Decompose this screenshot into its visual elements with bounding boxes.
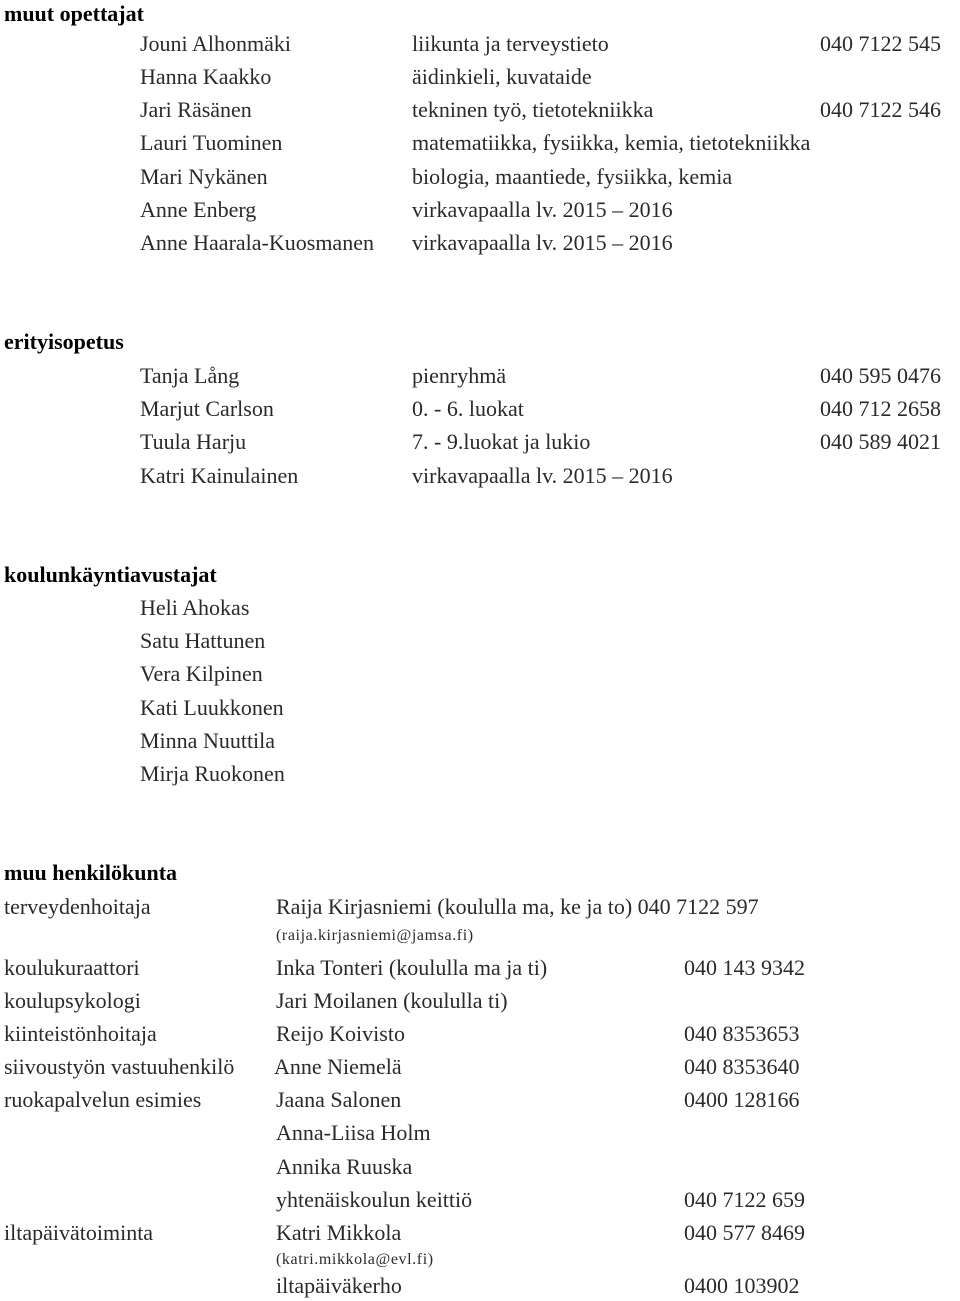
staff-phone: 040 143 9342: [684, 955, 805, 980]
special-ed-subject: pienryhmä: [412, 363, 507, 388]
special-ed-name: Marjut Carlson: [140, 396, 274, 421]
special-ed-phone: 040 712 2658: [820, 396, 941, 421]
staff-person: Jari Moilanen (koululla ti): [276, 988, 508, 1013]
assistant-name: Heli Ahokas: [140, 595, 250, 620]
section-heading-assistants: koulunkäyntiavustajat: [4, 562, 217, 587]
assistant-name: Satu Hattunen: [140, 628, 266, 653]
staff-email: (raija.kirjasniemi@jamsa.fi): [276, 927, 474, 944]
staff-person: Anne Niemelä: [274, 1054, 402, 1079]
teacher-name: Jouni Alhonmäki: [140, 31, 291, 56]
special-ed-subject: 7. - 9.luokat ja lukio: [412, 429, 591, 454]
staff-phone: 040 8353640: [684, 1054, 800, 1079]
teacher-name: Anne Haarala-Kuosmanen: [140, 230, 374, 255]
special-ed-phone: 040 595 0476: [820, 363, 941, 388]
staff-phone: 0400 103902: [684, 1273, 800, 1298]
teacher-subject: liikunta ja terveystieto: [412, 31, 609, 56]
staff-person: Jaana Salonen: [276, 1087, 402, 1112]
staff-email: (katri.mikkola@evl.fi): [276, 1251, 434, 1268]
staff-person: yhtenäiskoulun keittiö: [276, 1187, 473, 1212]
teacher-subject: tekninen työ, tietotekniikka: [412, 97, 654, 122]
assistant-name: Vera Kilpinen: [140, 661, 263, 686]
teacher-phone: 040 7122 545: [820, 31, 941, 56]
staff-phone: 040 577 8469: [684, 1220, 805, 1245]
staff-person: Raija Kirjasniemi (koululla ma, ke ja to) 040 7122 597: [276, 894, 759, 919]
staff-role: ruokapalvelun esimies: [4, 1087, 202, 1112]
teacher-subject: biologia, maantiede, fysiikka, kemia: [412, 164, 733, 189]
special-ed-subject: 0. - 6. luokat: [412, 396, 524, 421]
teacher-name: Mari Nykänen: [140, 164, 268, 189]
staff-person: Katri Mikkola: [276, 1220, 402, 1245]
section-heading-teachers: muut opettajat: [4, 1, 144, 26]
staff-phone: 040 8353653: [684, 1021, 800, 1046]
staff-role: iltapäivätoiminta: [4, 1220, 154, 1245]
staff-person: iltapäiväkerho: [276, 1273, 402, 1298]
teacher-subject: matematiikka, fysiikka, kemia, tietotekniikka: [412, 130, 811, 155]
teacher-phone: 040 7122 546: [820, 97, 941, 122]
staff-role: koulukuraattori: [4, 955, 140, 980]
section-heading-other-staff: muu henkilökunta: [4, 860, 178, 885]
special-ed-phone: 040 589 4021: [820, 429, 941, 454]
special-ed-name: Tuula Harju: [140, 429, 247, 454]
teacher-subject: virkavapaalla lv. 2015 – 2016: [412, 230, 673, 255]
assistant-name: Kati Luukkonen: [140, 695, 284, 720]
section-heading-special-ed: erityisopetus: [4, 329, 124, 354]
staff-phone: 040 7122 659: [684, 1187, 805, 1212]
staff-person: Annika Ruuska: [276, 1154, 413, 1179]
staff-role: siivoustyön vastuuhenkilö: [4, 1054, 235, 1079]
special-ed-name: Tanja Lång: [140, 363, 240, 388]
staff-person: Anna-Liisa Holm: [276, 1120, 431, 1145]
teacher-name: Hanna Kaakko: [140, 64, 272, 89]
teacher-name: Anne Enberg: [140, 197, 257, 222]
teacher-subject: virkavapaalla lv. 2015 – 2016: [412, 197, 673, 222]
staff-role: terveydenhoitaja: [4, 894, 151, 919]
staff-role: kiinteistönhoitaja: [4, 1021, 157, 1046]
teacher-name: Jari Räsänen: [140, 97, 252, 122]
assistant-name: Minna Nuuttila: [140, 728, 276, 753]
special-ed-name: Katri Kainulainen: [140, 463, 299, 488]
teacher-subject: äidinkieli, kuvataide: [412, 64, 592, 89]
staff-role: koulupsykologi: [4, 988, 141, 1013]
staff-phone: 0400 128166: [684, 1087, 800, 1112]
staff-person: Reijo Koivisto: [276, 1021, 405, 1046]
staff-person: Inka Tonteri (koululla ma ja ti): [276, 955, 548, 980]
assistant-name: Mirja Ruokonen: [140, 761, 285, 786]
teacher-name: Lauri Tuominen: [140, 130, 283, 155]
special-ed-subject: virkavapaalla lv. 2015 – 2016: [412, 463, 673, 488]
